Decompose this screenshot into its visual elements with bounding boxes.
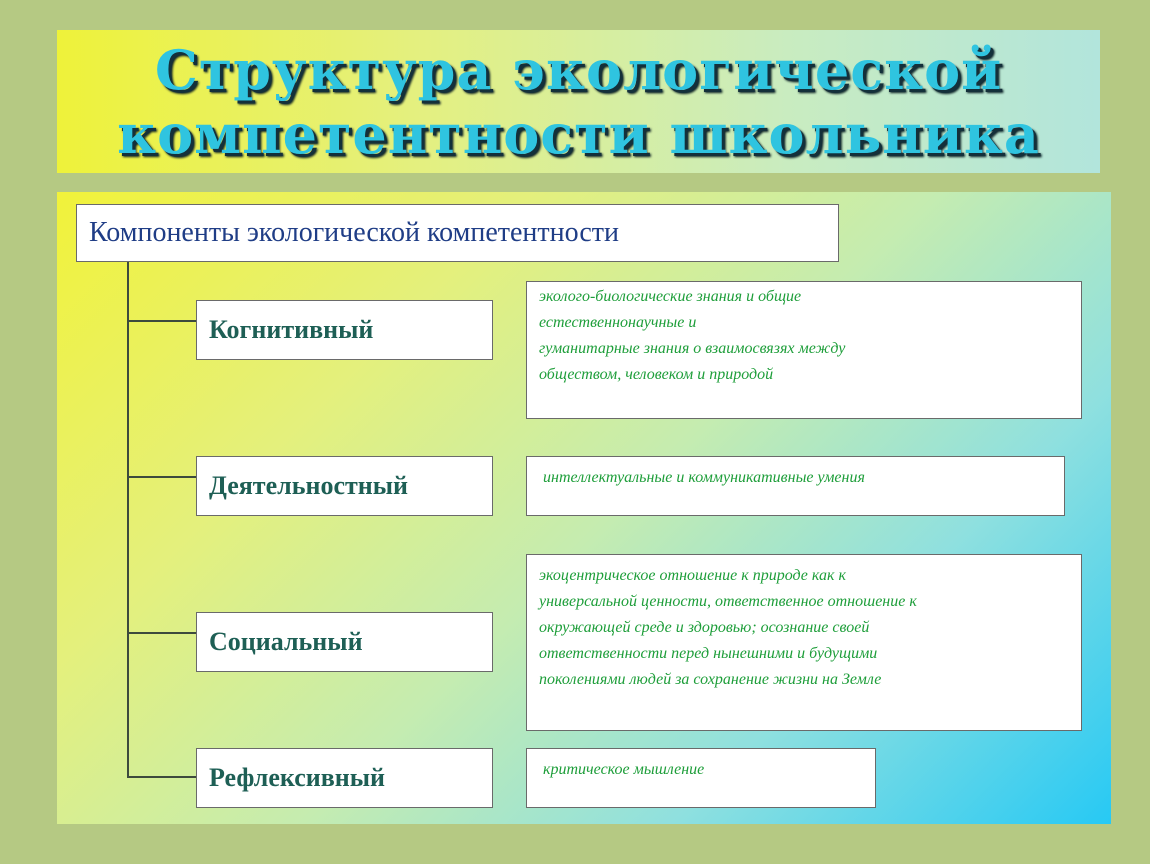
description-box-activity bbox=[526, 456, 1065, 516]
description-line: интеллектуальные и коммуникативные умения bbox=[543, 469, 865, 486]
description-line: гуманитарные знания о взаимосвязях между bbox=[539, 340, 846, 357]
description-box-reflexive bbox=[526, 748, 876, 808]
title-line-1: Структура экологической bbox=[154, 37, 1003, 102]
component-label-cognitive: Когнитивный bbox=[209, 315, 374, 344]
description-line: естественнонаучные и bbox=[539, 314, 697, 331]
components-header-label: Компоненты экологической компетентности bbox=[89, 217, 619, 248]
description-line: поколениями людей за сохранение жизни на Земле bbox=[539, 671, 882, 688]
description-line: обществом, человеком и природой bbox=[539, 366, 774, 383]
description-line: экоцентрическое отношение к природе как к bbox=[539, 567, 846, 584]
component-box-social bbox=[196, 612, 493, 672]
component-box-activity bbox=[196, 456, 493, 516]
description-box-cognitive bbox=[526, 281, 1082, 419]
tree-vertical-line bbox=[127, 262, 129, 776]
component-box-cognitive bbox=[196, 300, 493, 360]
title-banner bbox=[57, 30, 1100, 173]
tree-branch-activity bbox=[127, 476, 196, 478]
tree-branch-cognitive bbox=[127, 320, 196, 322]
diagram-panel bbox=[57, 192, 1111, 824]
description-line: универсальной ценности, ответственное отношение к bbox=[539, 593, 917, 610]
components-header-box bbox=[76, 204, 839, 262]
title-line-2: компетентности школьника bbox=[117, 101, 1040, 166]
description-line: окружающей среде и здоровью; осознание своей bbox=[539, 619, 870, 636]
description-line: эколого-биологические знания и общие bbox=[539, 288, 802, 305]
description-line: ответственности перед нынешними и будущими bbox=[539, 645, 878, 662]
tree-branch-reflexive bbox=[127, 776, 196, 778]
component-label-reflexive: Рефлексивный bbox=[209, 763, 386, 792]
component-box-reflexive bbox=[196, 748, 493, 808]
component-label-activity: Деятельностный bbox=[209, 471, 409, 500]
component-label-social: Социальный bbox=[209, 627, 363, 656]
tree-branch-social bbox=[127, 632, 196, 634]
description-line: критическое мышление bbox=[543, 761, 705, 778]
description-box-social bbox=[526, 554, 1082, 731]
